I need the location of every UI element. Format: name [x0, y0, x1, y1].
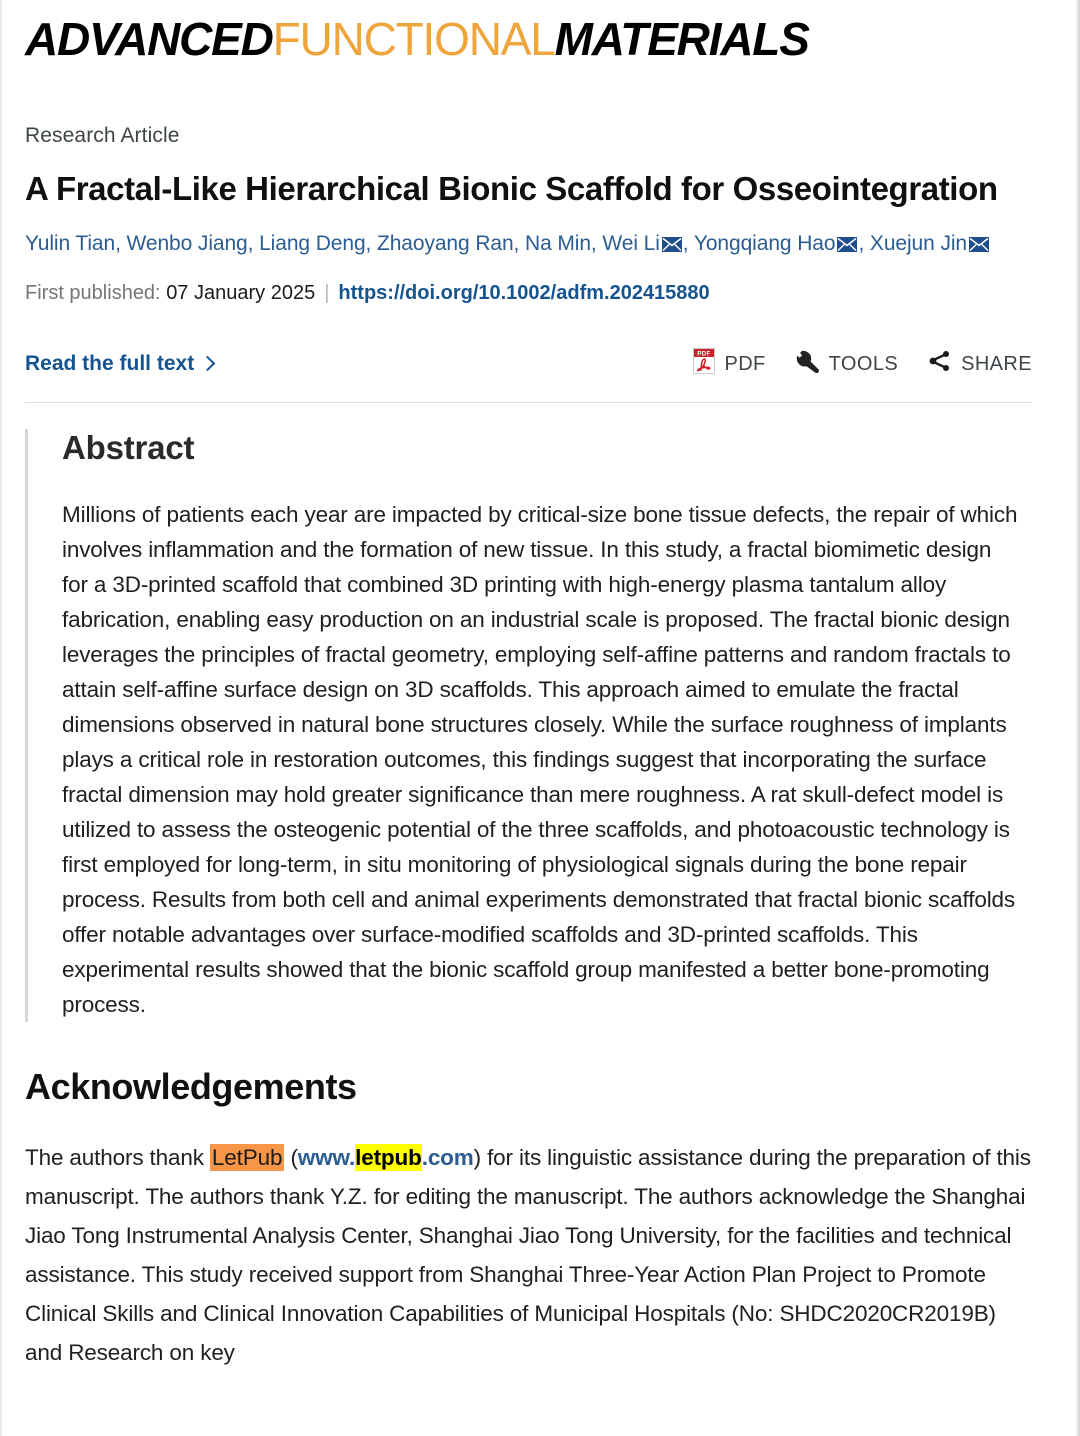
ack-open-paren: ( — [284, 1145, 298, 1171]
first-published-label: First published: — [25, 282, 161, 305]
first-published-date: 07 January 2025 — [166, 282, 316, 305]
share-label: SHARE — [961, 352, 1032, 375]
pdf-label: PDF — [724, 352, 766, 375]
journal-masthead-logo[interactable] — [25, 0, 1032, 68]
read-full-text-label: Read the full text — [25, 352, 195, 376]
ack-text-intro: The authors thank — [25, 1145, 210, 1171]
author-name-yongqiang-hao[interactable]: Yongqiang Hao — [693, 232, 836, 256]
pdf-icon — [693, 348, 715, 380]
chevron-right-icon — [200, 356, 216, 372]
toolbar-actions — [693, 348, 1032, 380]
acknowledgements-body — [25, 1138, 1032, 1372]
svg-text:PDF: PDF — [697, 351, 712, 358]
url-letpub-highlight: letpub — [355, 1145, 422, 1171]
wrench-icon — [796, 348, 820, 380]
share-button[interactable] — [928, 349, 1032, 379]
envelope-icon[interactable] — [967, 232, 990, 255]
author-separator-1: , — [682, 232, 694, 256]
pubinfo-separator: | — [324, 282, 330, 305]
author-names[interactable]: Yulin Tian, Wenbo Jiang, Liang Deng, Zhaoyang Ran, Na Min, Wei Li — [25, 232, 660, 256]
envelope-icon[interactable] — [835, 232, 858, 255]
letpub-highlight: LetPub — [211, 1145, 283, 1171]
envelope-icon[interactable] — [660, 232, 683, 255]
abstract-body: Millions of patients each year are impacted by critical-size bone tissue defects, the repair of which involves inflammation and the formation of new tissue. In this study, a fractal biomimetic design for a 3D-printed scaffold that combined 3D printing with high-energy plasma tantalum alloy fabrication, enabling easy production on an industrial scale is proposed. The fractal bionic design leverages the principles of fractal geometry, employing self-affine patterns and random fractals to attain self-affine surface design on 3D scaffolds. This approach aimed to emulate the fractal dimensions observed in natural bone structures closely. While the surface roughness of implants plays a critical role in restoration outcomes, this findings suggest that incorporating the surface fractal dimension may hold greater significance than mere roughness. A rat skull-defect model is utilized to assess the osteogenic potential of the three scaffolds, and photoacoustic technology is first employed for long-term, in situ monitoring of physiological signals during the bone repair process. Results from both cell and animal experiments demonstrated that fractal bionic scaffolds offer notable advantages over surface-modified scaffolds and 3D-printed scaffolds. This experimental results showed that the bionic scaffold group manifested a better bone-promoting process. — [62, 502, 1018, 1018]
author-list — [25, 230, 1032, 258]
pdf-button[interactable] — [693, 348, 765, 380]
share-icon — [928, 349, 952, 379]
read-full-text-link[interactable] — [25, 352, 213, 376]
masthead-word-advanced: ADVANCED — [25, 13, 273, 65]
doi-link[interactable]: https://doi.org/10.1002/adfm.202415880 — [338, 282, 710, 305]
article-type-label: Research Article — [25, 124, 180, 147]
abstract-heading: Abstract — [62, 429, 195, 467]
author-name-xuejun-jin[interactable]: Xuejun Jin — [869, 232, 967, 256]
masthead-word-materials: MATERIALS — [554, 13, 809, 65]
tools-label: TOOLS — [828, 352, 899, 375]
ack-text-rest: for its linguistic assistance during the preparation of this manuscript. The authors thank Y.Z. for editing the manuscript. The authors acknowledge the Shanghai Jiao Tong Instrumental Analysis Center, Shanghai Jiao Tong University, for the facilities and technical assistance. This study received support from Shanghai Three-Year Action Plan Project to Promote Clinical Skills and Clinical Innovation Capabilities of Municipal Hospitals (No: SHDC2020CR2019B) and Research on key — [25, 1145, 1031, 1366]
acknowledgements-heading: Acknowledgements — [25, 1066, 357, 1108]
abstract-section — [25, 429, 1032, 1022]
article-toolbar — [25, 348, 1032, 402]
toolbar-divider — [25, 402, 1032, 403]
ack-close-paren: ) — [473, 1145, 481, 1171]
url-www: www. — [297, 1145, 356, 1171]
publication-info — [25, 280, 1032, 306]
letpub-url-link[interactable] — [298, 1144, 474, 1171]
url-tld: .com — [421, 1145, 474, 1171]
tools-button[interactable] — [796, 348, 898, 380]
page-title: A Fractal-Like Hierarchical Bionic Scaffold for Osseointegration — [25, 170, 998, 207]
masthead-word-functional: FUNCTIONAL — [272, 13, 555, 65]
author-separator-2: , — [858, 232, 870, 256]
